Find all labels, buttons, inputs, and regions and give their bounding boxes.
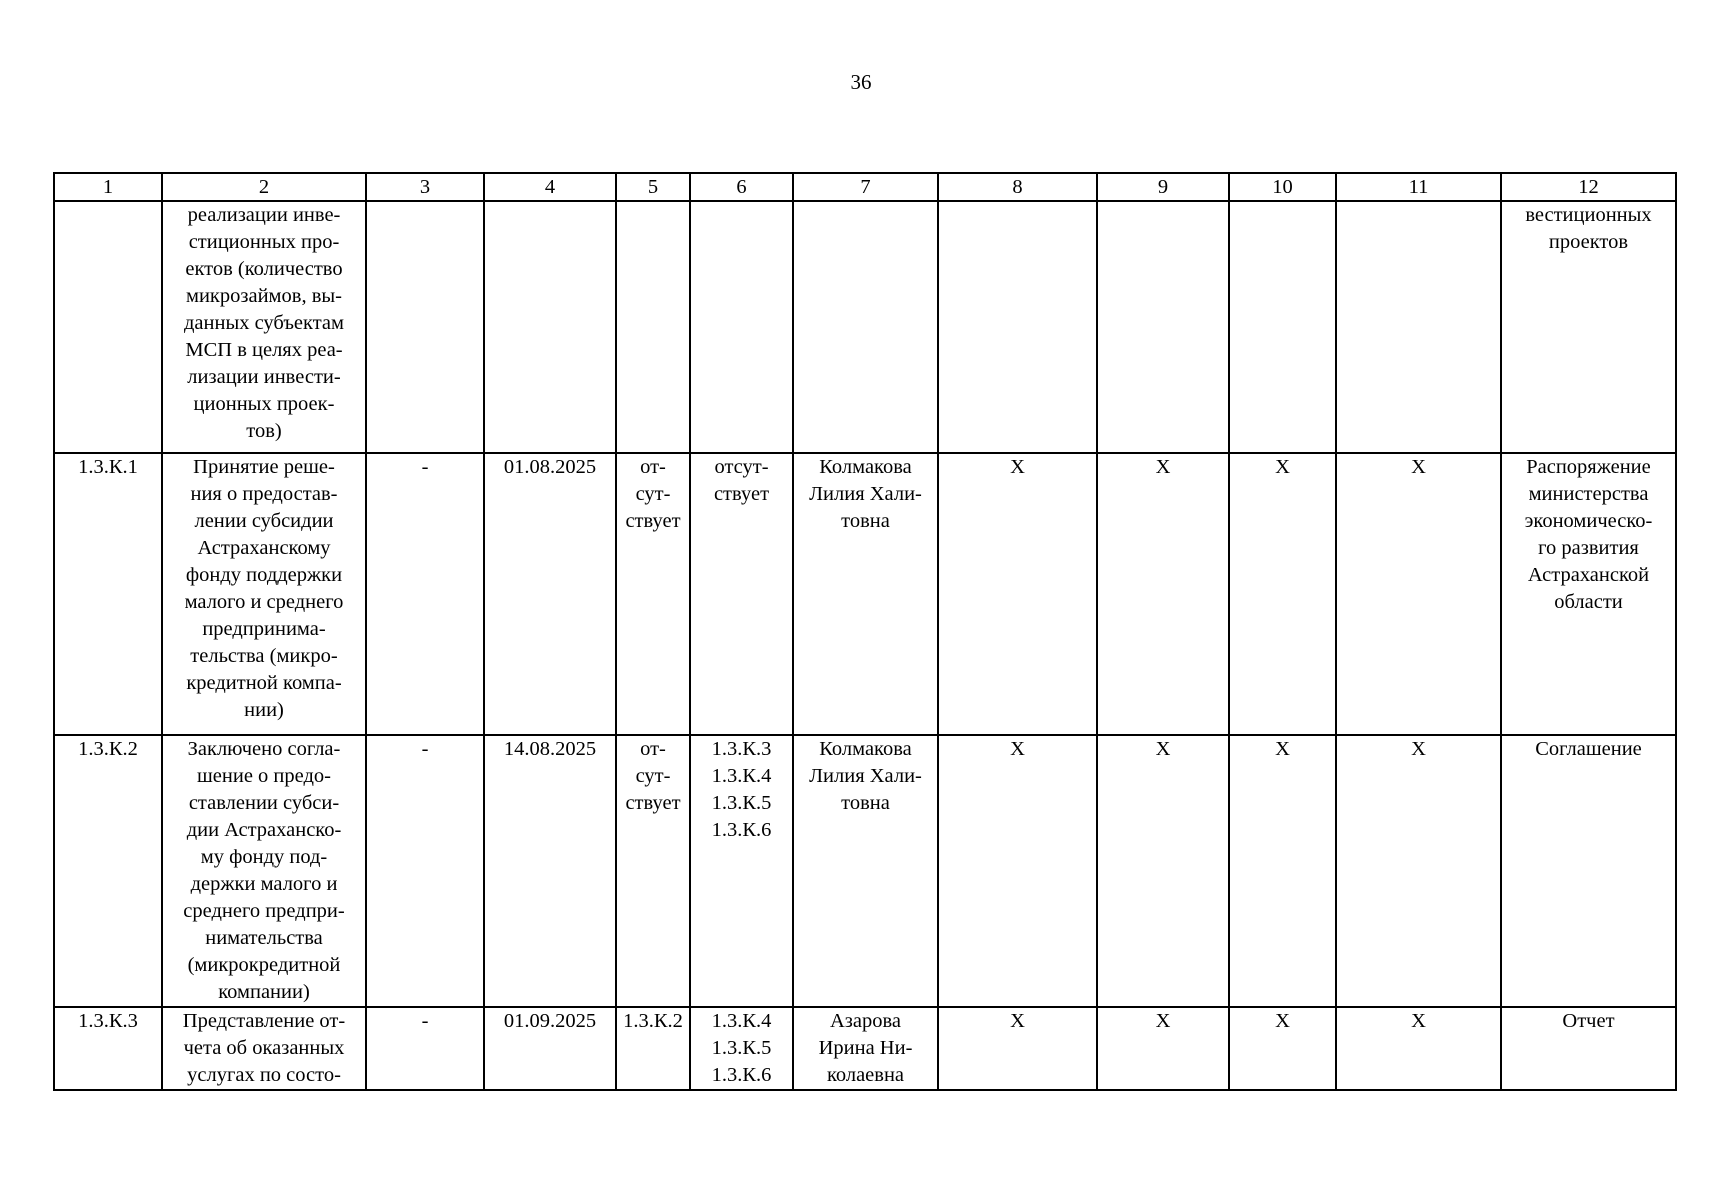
cell-event-name: Принятие реше- ния о предостав- лении субсидии Астраханскому фонду поддержки малого и среднего предпринима- тельства (микро- кредитной компа- нии) (162, 453, 366, 735)
cell-col9: X (1097, 735, 1229, 1007)
cell-col8: X (938, 1007, 1097, 1090)
column-header-8: 8 (938, 173, 1097, 201)
cell-event-name: Представление от- чета об оказанных услугах по состо- (162, 1007, 366, 1090)
cell-predecessor: от- сут- ствует (616, 735, 690, 1007)
cell-empty (366, 201, 484, 453)
cell-event-name: реализации инве- стиционных про- ектов (количество микрозаймов, вы- данных субъектам МСП в целях реа- лизации инвести- ционных проек- тов) (162, 201, 366, 453)
cell-col3: - (366, 453, 484, 735)
cell-empty (484, 201, 616, 453)
cell-document: Распоряжение министерства экономическо- го развития Астраханской области (1501, 453, 1676, 735)
column-header-10: 10 (1229, 173, 1336, 201)
column-header-2: 2 (162, 173, 366, 201)
cell-empty (616, 201, 690, 453)
cell-empty (793, 201, 938, 453)
cell-col10: X (1229, 1007, 1336, 1090)
cell-col9: X (1097, 453, 1229, 735)
cell-col10: X (1229, 453, 1336, 735)
column-header-4: 4 (484, 173, 616, 201)
cell-empty (1336, 201, 1501, 453)
cell-date: 01.08.2025 (484, 453, 616, 735)
cell-code: 1.3.К.3 (54, 1007, 162, 1090)
cell-document: вестиционных проектов (1501, 201, 1676, 453)
column-header-12: 12 (1501, 173, 1676, 201)
cell-col11: X (1336, 1007, 1501, 1090)
cell-responsible: Колмакова Лилия Хали- товна (793, 735, 938, 1007)
cell-code: 1.3.К.1 (54, 453, 162, 735)
table-row (54, 735, 1676, 1007)
cell-code: 1.3.К.2 (54, 735, 162, 1007)
cell-empty (1229, 201, 1336, 453)
cell-col3: - (366, 735, 484, 1007)
cell-empty (1097, 201, 1229, 453)
table-row (54, 1007, 1676, 1090)
cell-empty (938, 201, 1097, 453)
column-header-6: 6 (690, 173, 793, 201)
cell-predecessor: от- сут- ствует (616, 453, 690, 735)
cell-successor: 1.3.К.3 1.3.К.4 1.3.К.5 1.3.К.6 (690, 735, 793, 1007)
cell-col8: X (938, 453, 1097, 735)
cell-successor: отсут- ствует (690, 453, 793, 735)
table-row-continuation (54, 201, 1676, 453)
cell-col11: X (1336, 735, 1501, 1007)
cell-date: 14.08.2025 (484, 735, 616, 1007)
cell-predecessor: 1.3.К.2 (616, 1007, 690, 1090)
page-number: 36 (850, 70, 872, 94)
cell-responsible: Колмакова Лилия Хали- товна (793, 453, 938, 735)
column-header-9: 9 (1097, 173, 1229, 201)
column-header-11: 11 (1336, 173, 1501, 201)
column-header-1: 1 (54, 173, 162, 201)
cell-document: Соглашение (1501, 735, 1676, 1007)
cell-col10: X (1229, 735, 1336, 1007)
table-row (54, 453, 1676, 735)
cell-col8: X (938, 735, 1097, 1007)
cell-col9: X (1097, 1007, 1229, 1090)
plan-table (53, 172, 1677, 1091)
cell-event-name: Заключено согла- шение о предо- ставлении субси- дии Астраханско- му фонду под- держки малого и среднего предпри- нимательства (микрокредитной компании) (162, 735, 366, 1007)
cell-document: Отчет (1501, 1007, 1676, 1090)
cell-responsible: Азарова Ирина Ни- колаевна (793, 1007, 938, 1090)
cell-col11: X (1336, 453, 1501, 735)
cell-empty (54, 201, 162, 453)
header-row (54, 173, 1676, 201)
column-header-7: 7 (793, 173, 938, 201)
column-header-3: 3 (366, 173, 484, 201)
column-header-5: 5 (616, 173, 690, 201)
cell-empty (690, 201, 793, 453)
cell-successor: 1.3.К.4 1.3.К.5 1.3.К.6 (690, 1007, 793, 1090)
cell-date: 01.09.2025 (484, 1007, 616, 1090)
cell-col3: - (366, 1007, 484, 1090)
